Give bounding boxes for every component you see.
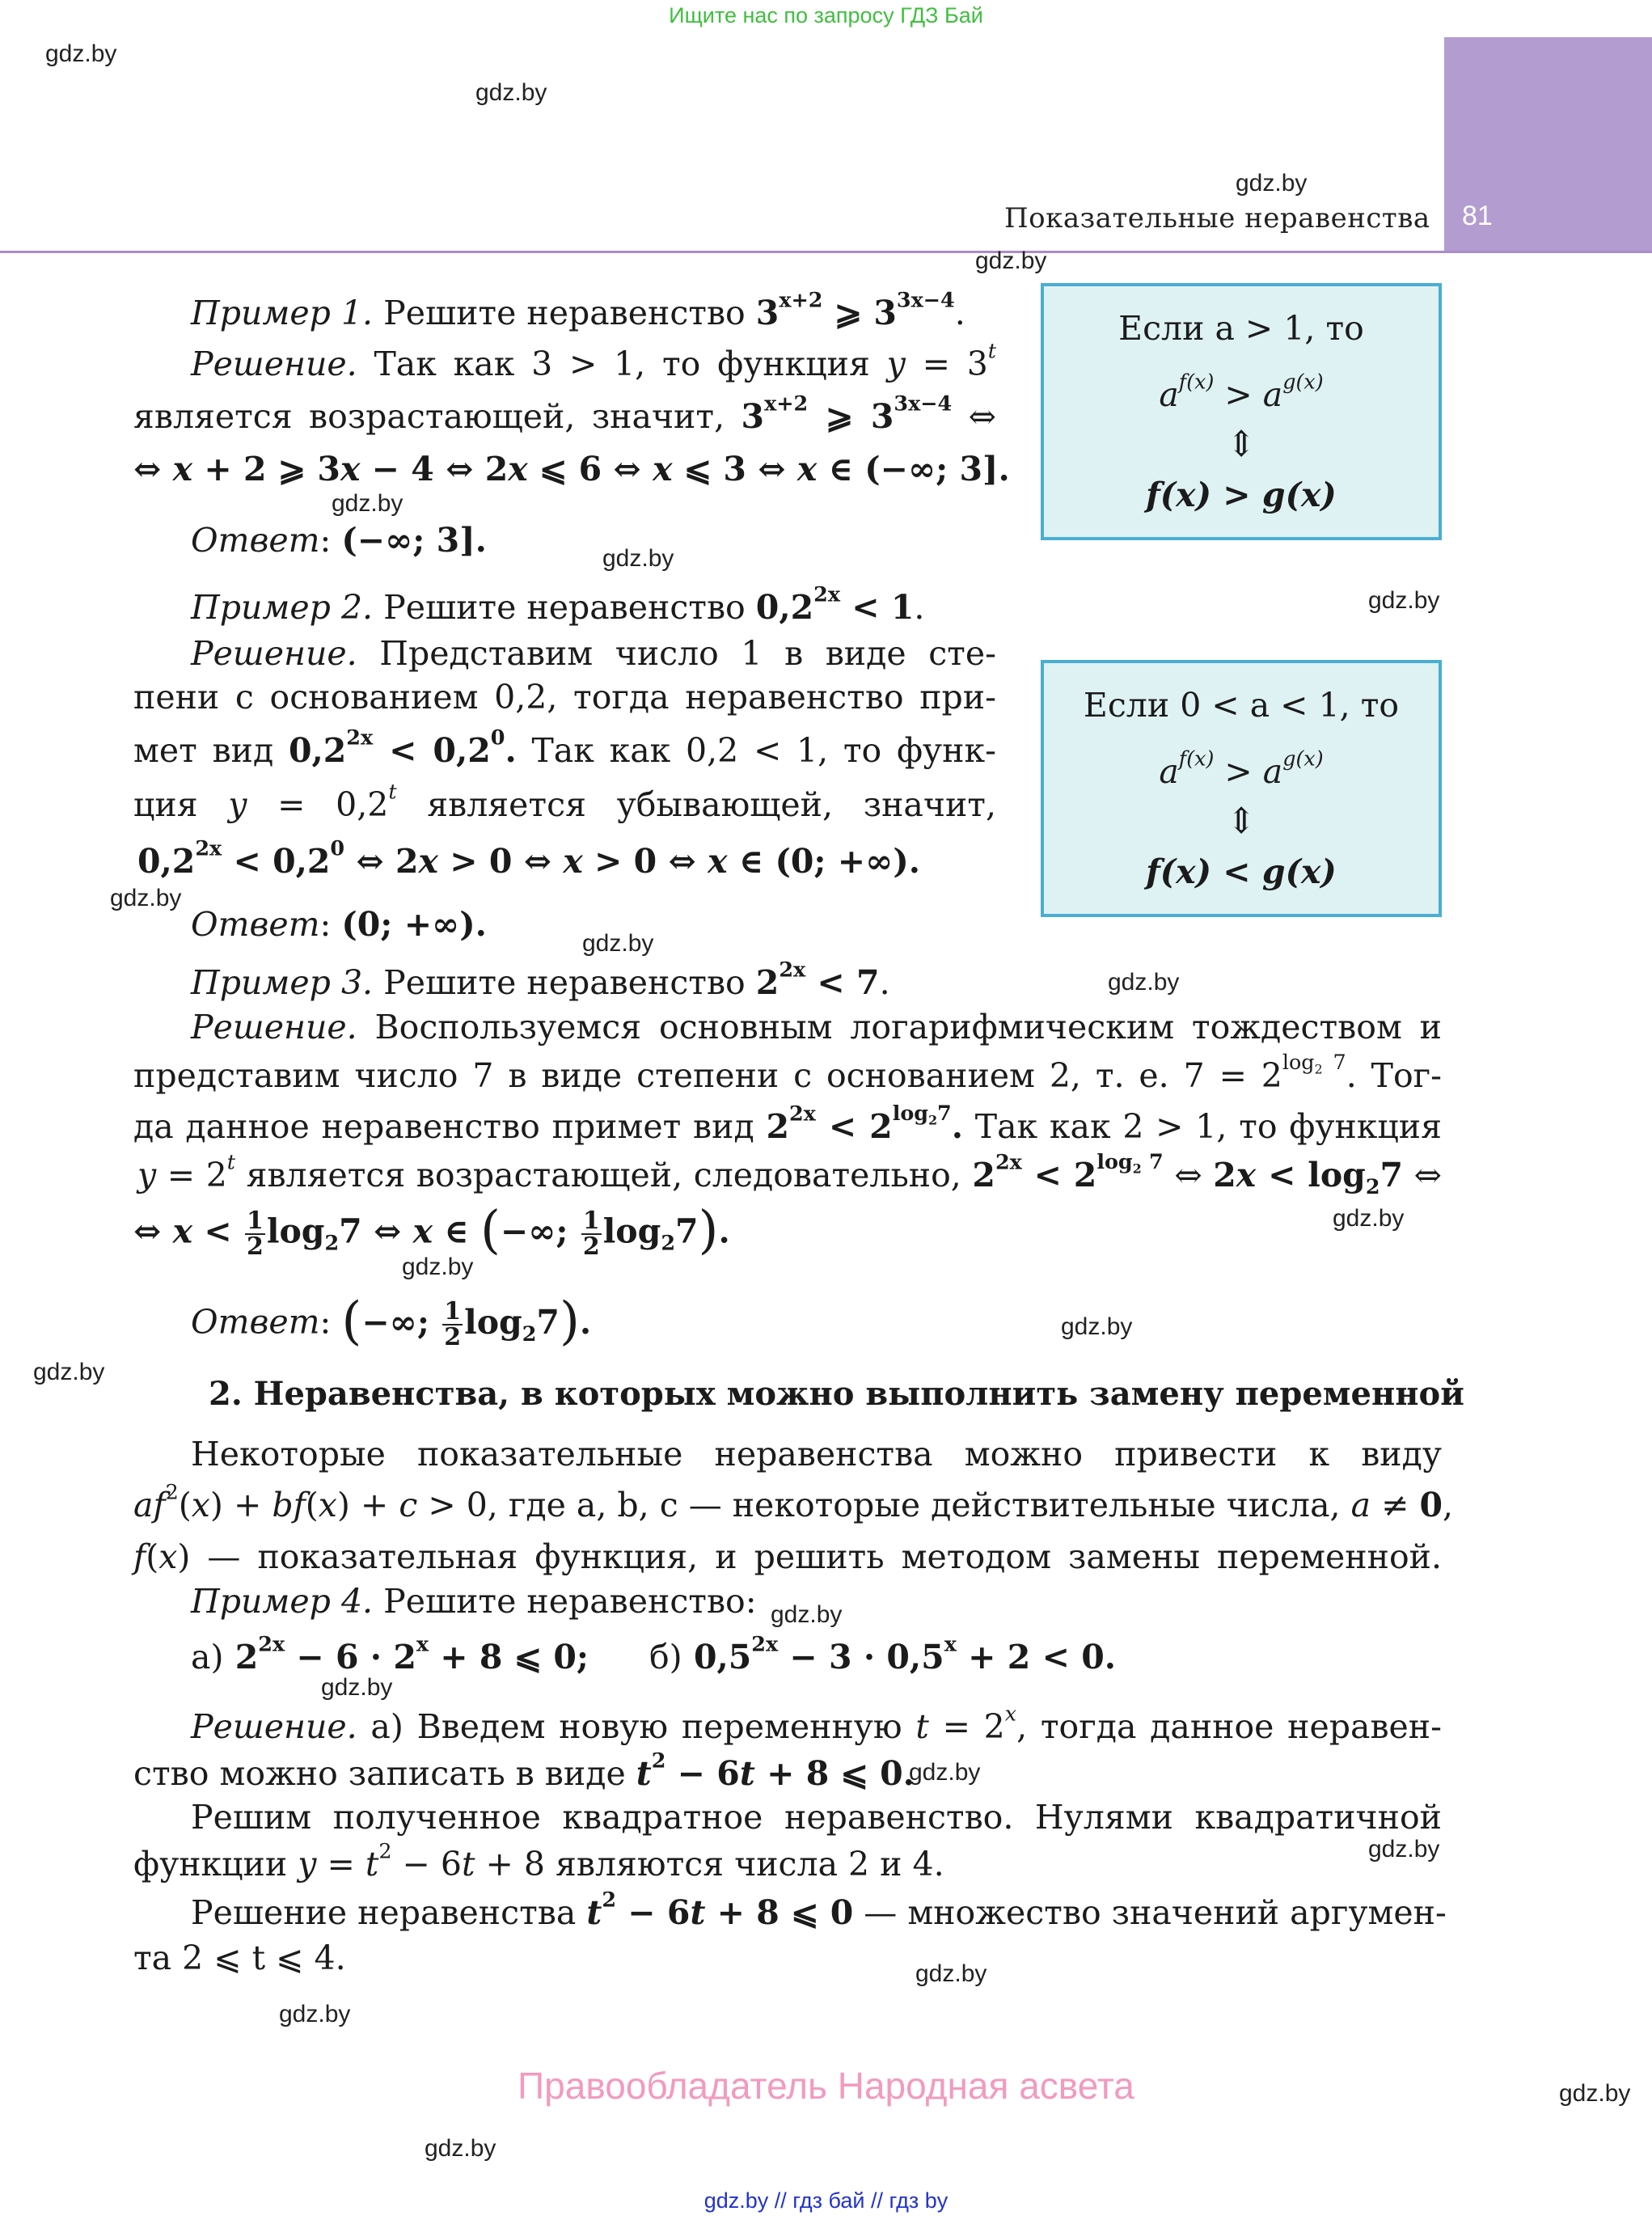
example1-solution-line: Решение. Так как 3 > 1, то функция $y = 3^t$ xyxy=(191,338,996,383)
example2-solution-line: пени с основанием 0,2, тогда неравенство при- xyxy=(133,678,996,717)
watermark: gdz.by xyxy=(975,247,1047,274)
example2-solution-line: мет вид $0,2^{2x} < 0,2^0$. Так как 0,2 < 1, то функ- xyxy=(133,725,996,770)
watermark: gdz.by xyxy=(45,40,117,67)
example2-statement: Пример 2. Решите неравенство $0,2^{2x} < 1$. xyxy=(191,581,925,627)
watermark: gdz.by xyxy=(771,1601,843,1628)
watermark: gdz.by xyxy=(425,2135,496,2162)
example3-solution-line: $y = 2^t$ является возрастающей, следовательно, $2^{2x} < 2^{log_2 7}$ ⇔ $2x < \log_27$ ⇔ xyxy=(137,1149,1442,1199)
watermark: gdz.by xyxy=(915,1960,987,1987)
watermark: gdz.by xyxy=(582,930,654,957)
example2-solution-line: $0,2^{2x} < 0,2^0$ ⇔ 2x > 0 ⇔ x > 0 ⇔ x ∈ (0; +∞). xyxy=(137,835,920,881)
example4-solution-line: Решим полученное квадратное неравенство. Нулями квадратичной xyxy=(191,1798,1442,1837)
example2-solution-line: ция $y = 0,2^t$ является убывающей, значит, xyxy=(133,779,996,824)
example4-solution-line: та 2 ⩽ t ⩽ 4. xyxy=(133,1939,346,1977)
example3-solution-line: ⇔ x < $\frac{1}{2}$ $\log_27$ ⇔ x ∈ (−∞; $\frac{1}{2}$ $\log_27$). xyxy=(133,1200,730,1261)
header-rule xyxy=(0,251,1652,253)
watermark: gdz.by xyxy=(321,1674,393,1701)
watermark: gdz.by xyxy=(332,490,403,517)
watermark: gdz.by xyxy=(279,2001,351,2027)
example3-solution-line: да данное неравенство примет вид $2^{2x} < 2^{log_27}$. Так как 2 > 1, то функция xyxy=(133,1101,1442,1146)
top-search-link[interactable]: Ищите нас по запросу ГДЗ Бай xyxy=(669,3,983,27)
watermark: gdz.by xyxy=(1236,170,1308,197)
example4-solution-line: Решение неравенства $t^2 - 6t + 8$ ⩽ 0 — множество значений аргумен- xyxy=(191,1887,1447,1932)
watermark: gdz.by xyxy=(1333,1205,1405,1232)
copyright-notice: Правообладатель Народная асвета xyxy=(518,2065,1134,2107)
rule-box-a-greater-1: Если a > 1, то $a^{f(x)} > a^{g(x)}$ ⇕ f(x) > g(x) xyxy=(1041,283,1442,540)
page-number: 81 xyxy=(1462,201,1493,231)
example3-solution-line: представим число 7 в виде степени с основанием 2, т. е. $7 = 2^{log_2 7}$. Тог- xyxy=(133,1050,1442,1095)
example1-solution-line: является возрастающей, значит, $3^{x+2}$ ⩾ $3^{3x-4}$ ⇔ xyxy=(133,391,996,436)
example3-statement: Пример 3. Решите неравенство $2^{2x} < 7$. xyxy=(191,957,890,1002)
watermark: gdz.by xyxy=(33,1359,105,1385)
example4-task-b: б) $0,5^{2x} - 3 \cdot 0,5^x + 2 < 0$. xyxy=(649,1631,1117,1676)
example1-solution-line: ⇔ x + 2 ⩾ 3x − 4 ⇔ 2x ⩽ 6 ⇔ x ⩽ 3 ⇔ x ∈ (−∞; 3]. xyxy=(133,450,1010,488)
section-heading: 2. Неравенства, в которых можно выполнить замену переменной xyxy=(209,1375,1464,1413)
section2-paragraph-line: f(x) — показательная функция, и решить методом замены переменной. xyxy=(133,1537,1442,1576)
watermark: gdz.by xyxy=(110,885,182,911)
section2-paragraph-line: $af^2(x) + bf(x) + c > 0$, где a, b, c — некоторые действительные числа, a ≠ 0, xyxy=(133,1479,1454,1524)
example4-solution-line: Решение. а) Введем новую переменную $t = 2^x$, тогда данное неравен- xyxy=(191,1701,1442,1746)
rule-box-a-between-0-1: Если 0 < a < 1, то $a^{f(x)} > a^{g(x)}$ ⇕ f(x) < g(x) xyxy=(1041,660,1442,917)
example4-solution-line: функции $y = t^2 - 6t + 8$ являются числа 2 и 4. xyxy=(133,1838,944,1884)
example3-answer: Ответ: (−∞; $\frac{1}{2}$ $\log_27$). xyxy=(191,1291,592,1351)
watermark: gdz.by xyxy=(909,1759,981,1786)
section2-paragraph-line: Некоторые показательные неравенства можно привести к виду xyxy=(191,1435,1442,1474)
example2-answer: Ответ: (0; +∞). xyxy=(191,905,487,944)
watermark: gdz.by xyxy=(402,1254,474,1280)
watermark: gdz.by xyxy=(1368,1836,1440,1862)
example4-solution-line: ство можно записать в виде $t^2 - 6t + 8$ ⩽ 0. xyxy=(133,1748,915,1793)
example4-statement: Пример 4. Решите неравенство: xyxy=(191,1582,757,1621)
watermark: gdz.by xyxy=(1108,969,1180,996)
example1-statement: Пример 1. Решите неравенство $3^{x+2}$ ⩾ $3^{3x-4}$. xyxy=(191,287,965,332)
watermark: gdz.by xyxy=(475,79,547,106)
running-title: Показательные неравенства xyxy=(1004,202,1430,235)
watermark: gdz.by xyxy=(1559,2080,1631,2107)
watermark: gdz.by xyxy=(602,545,674,572)
watermark: gdz.by xyxy=(1368,587,1440,614)
footer-links[interactable]: gdz.by // гдз бай // гдз by xyxy=(703,2188,949,2213)
watermark: gdz.by xyxy=(1061,1313,1133,1340)
example1-answer: Ответ: (−∞; 3]. xyxy=(191,521,487,560)
example2-solution-line: Решение. Представим число 1 в виде сте- xyxy=(191,634,996,673)
example3-solution-line: Решение. Воспользуемся основным логарифмическим тождеством и xyxy=(191,1008,1442,1046)
example4-task-a: а) $2^{2x} - 6 \cdot 2^x + 8$ ⩽ 0; xyxy=(191,1631,589,1676)
